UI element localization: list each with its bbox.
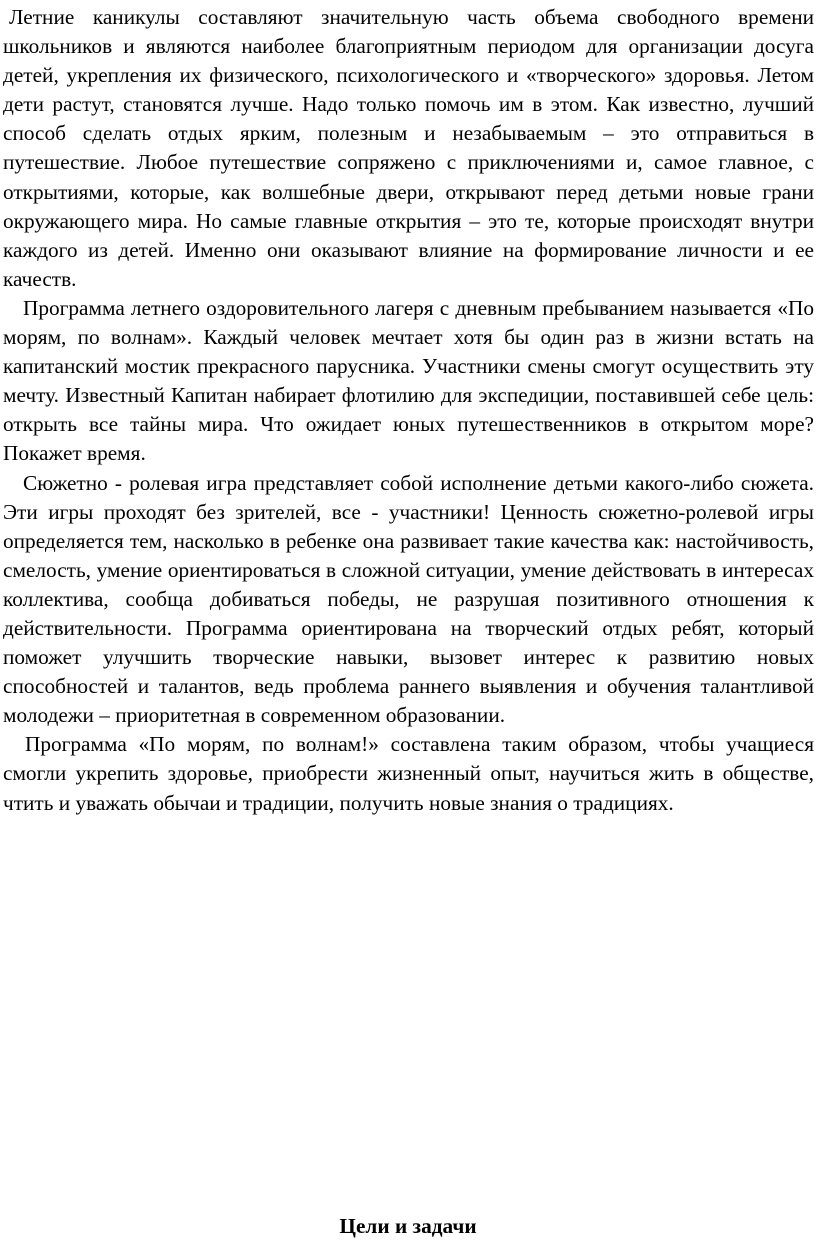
paragraph-program-goals: Программа «По морям, по волнам!» составлена таким образом, чтобы учащиеся смогли укрепить здоровье, приобрести жизненный опыт, научиться жить в обществе, чтить и уважать обычаи и традиции, получить новые знания о традициях. [3,732,814,815]
body-text [3,0,814,818]
paragraph-role-play: Сюжетно - ролевая игра представляет собой исполнение детьми какого-либо сюжета. Эти игры проходят без зрителей, все - участники! Ценность сюжетно-ролевой игры определяется тем, насколько в ребенке она развивает такие качества как: настойчивость, смелость, умение ориентироваться в сложной ситуации, умение действовать в интересах коллектива, сообща добиваться победы, не разрушая позитивного отношения к действительности. Программа ориентирована на творческий отдых ребят, который поможет улучшить творческие навыки, вызовет интерес к развитию новых способностей и талантов, ведь проблема раннего выявления и обучения талантливой молодежи – приоритетная в современном образовании. [3,470,814,728]
paragraph-intro: Летние каникулы составляют значительную часть объема свободного времени школьников и являются наиболее благоприятным периодом для организации досуга детей, укрепления их физического, психологического и «творческого» здоровья. Летом дети растут, становятся лучше. Надо только помочь им в этом. Как известно, лучший способ сделать отдых ярким, полезным и незабываемым – это отправиться в путешествие. Любое путешествие сопряжено с приключениями и, самое главное, с открытиями, которые, как волшебные двери, открывают перед детьми новые грани окружающего мира. Но самые главные открытия – это те, которые происходят внутри каждого из детей. Именно они оказывают влияние на формирование личности и ее качеств. [3,5,814,291]
paragraph-program-name: Программа летнего оздоровительного лагеря с дневным пребыванием называется «По морям, по волнам». Каждый человек мечтает хотя бы один раз в жизни встать на капитанский мостик прекрасного парусника. Участники смены смогут осуществить эту мечту. Известный Капитан набирает флотилию для экспедиции, поставившей себе цель: открыть все тайны мира. Что ожидает юных путешественников в открытом море? Покажет время. [3,295,814,466]
section-heading: Цели и задачи [339,1214,477,1238]
